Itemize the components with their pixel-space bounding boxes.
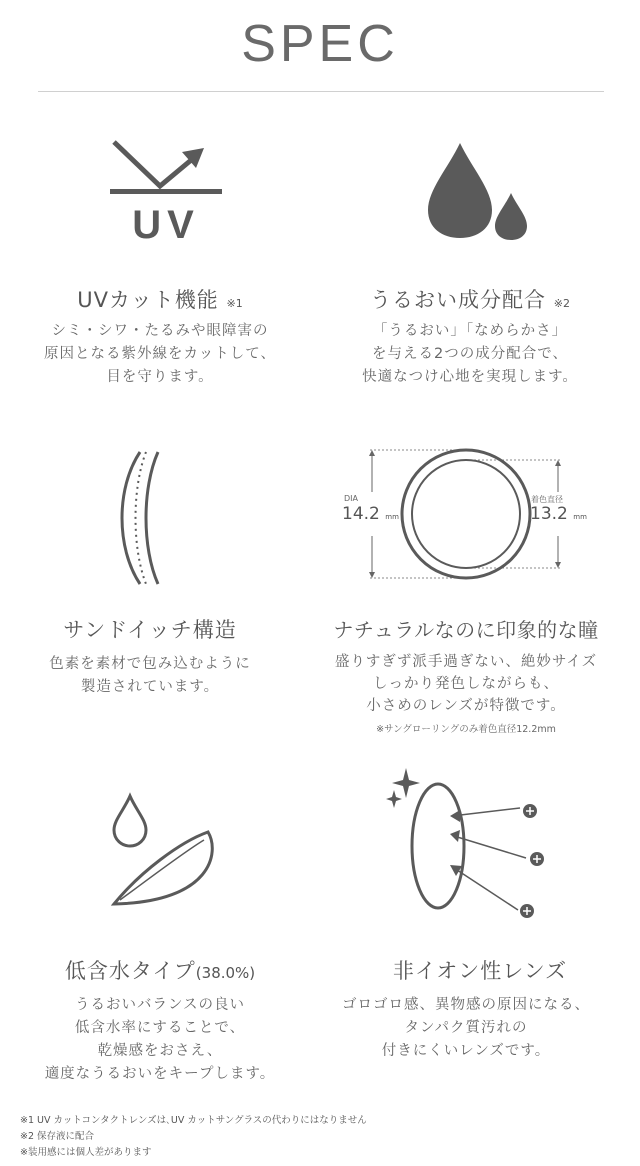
non-ionic-lens-icon [380,764,560,928]
feature-desc-moisture [310,320,630,389]
uv-label: UV [132,203,200,246]
low-water-lens-icon [100,792,230,926]
lens-size-diagram [330,444,600,588]
water-drops-icon [420,138,540,252]
dia-value [342,504,399,524]
feature-desc-low-water [0,994,320,1086]
heading-text: UVカット機能 [77,288,219,312]
color-diameter-value [530,504,587,524]
desc-line: ゴロゴロ感、異物感の原因になる、 [342,997,590,1013]
footnotes [20,1113,367,1161]
desc-line: 原因となる紫外線をカットして、 [43,346,277,362]
dia-unit: mm [385,513,399,521]
heading-note: ※1 [226,297,243,310]
title-divider [38,91,604,92]
dia-number: 14.2 [342,504,380,524]
feature-heading-sandwich [0,614,310,644]
feature-heading-low-water [0,955,320,985]
heading-paren: (38.0%) [195,964,256,982]
footnote: ※2 保存液に配合 [20,1131,95,1142]
desc-line: うるおいバランスの良い [74,997,246,1013]
heading-text: うるおい成分配合 [370,288,547,312]
desc-line: 付きにくいレンズです。 [381,1043,551,1059]
heading-text: 非イオン性レンズ [392,959,568,983]
desc-note: ※サングローリングのみ着色直径12.2mm [376,724,556,735]
feature-heading-moisture [310,284,630,314]
dia-label: DIA [344,494,358,503]
feature-heading-natural [306,614,626,643]
desc-line: タンパク質汚れの [404,1020,528,1036]
desc-line: 小さめのレンズが特徴です。 [366,698,566,714]
heading-text: 低含水タイプ [64,959,196,983]
color-diameter-label: 着色直径 [531,495,563,504]
desc-line: 快適なつけ心地を実現します。 [362,369,578,385]
feature-heading-uv [0,284,320,314]
desc-line: しっかり発色しながらも、 [373,676,559,692]
feature-desc-uv [0,320,320,389]
desc-line: 乾燥感をおさえ、 [97,1043,223,1059]
color-diameter-unit: mm [573,513,587,521]
feature-desc-sandwich [0,653,310,699]
desc-line: 目を守ります。 [106,369,214,385]
desc-line: 適度なうるおいをキープします。 [44,1066,276,1082]
footnote: ※装用感には個人差があります [20,1147,152,1158]
footnote: ※1 UV カットコンタクトレンズは､UV カットサングラスの代わりにはなりません [20,1115,367,1126]
desc-line: 色素を素材で包み込むように [49,656,251,672]
heading-text: ナチュラルなのに印象的な瞳 [333,618,599,642]
desc-line: 製造されています。 [80,679,220,695]
feature-desc-non-ionic [306,994,626,1063]
sandwich-structure-icon [118,448,168,592]
desc-line: を与える2つの成分配合で、 [372,346,568,362]
desc-line: シミ・シワ・たるみや眼障害の [51,323,269,339]
desc-line: 低含水率にすることで、 [74,1020,246,1036]
feature-desc-natural [306,651,626,741]
feature-heading-non-ionic [320,955,640,985]
heading-note: ※2 [553,297,570,310]
desc-line: 盛りすぎず派手過ぎない、絶妙サイズ [334,654,598,670]
desc-line: 「うるおい」「なめらかさ」 [372,323,568,339]
uv-cut-icon [100,136,230,250]
heading-text: サンドイッチ構造 [63,618,237,642]
page-title: SPEC [241,15,399,73]
color-diameter-number: 13.2 [530,504,568,524]
